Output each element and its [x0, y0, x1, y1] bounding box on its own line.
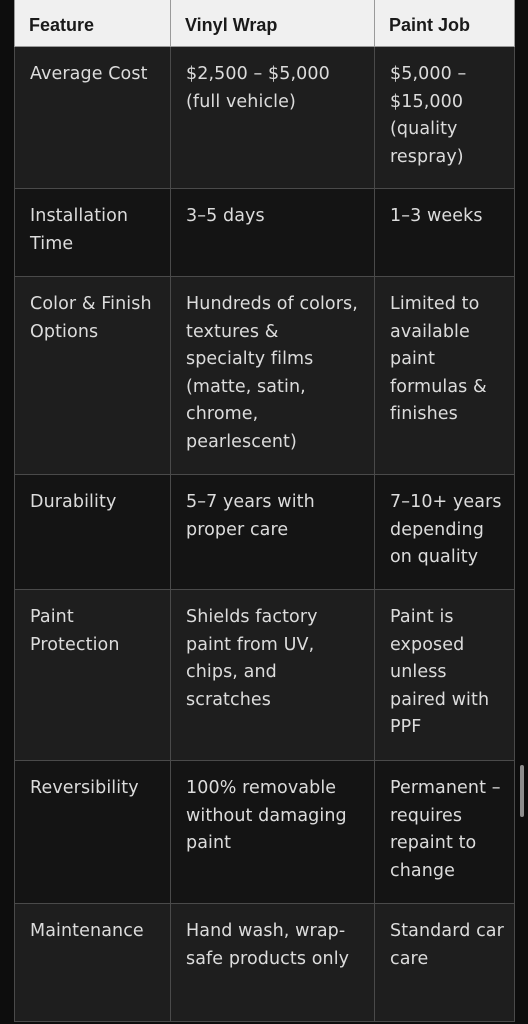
- table-row: [15, 189, 515, 277]
- vinyl-wrap-cell: $2,500 – $5,000 (full vehicle): [171, 47, 375, 189]
- table-row: [15, 277, 515, 475]
- comparison-table: [14, 0, 515, 1022]
- vinyl-wrap-cell: 5–7 years with proper care: [171, 475, 375, 590]
- table-body: [15, 47, 515, 1022]
- table-header: [15, 0, 515, 47]
- vinyl-wrap-cell: 3–5 days: [171, 189, 375, 277]
- paint-job-cell: Standard car care: [375, 904, 515, 1022]
- table-row: [15, 475, 515, 590]
- vinyl-wrap-cell: Shields factory paint from UV, chips, and scratches: [171, 590, 375, 761]
- header-vinyl-wrap: Vinyl Wrap: [171, 0, 375, 47]
- vinyl-wrap-cell: Hundreds of colors, textures & specialty films (matte, satin, chrome, pearlescent): [171, 277, 375, 475]
- header-paint-job: Paint Job: [375, 0, 515, 47]
- header-feature: Feature: [15, 0, 171, 47]
- feature-cell: Average Cost: [15, 47, 171, 189]
- table-row: [15, 47, 515, 189]
- paint-job-cell: 1–3 weeks: [375, 189, 515, 277]
- vinyl-wrap-cell: 100% removable without damaging paint: [171, 761, 375, 904]
- paint-job-cell: Limited to available paint formulas & finishes: [375, 277, 515, 475]
- scrollbar-thumb[interactable]: [520, 765, 524, 817]
- feature-cell: Color & Finish Options: [15, 277, 171, 475]
- table-row: [15, 590, 515, 761]
- paint-job-cell: Paint is exposed unless paired with PPF: [375, 590, 515, 761]
- vinyl-wrap-cell: Hand wash, wrap-safe products only: [171, 904, 375, 1022]
- table-row: [15, 904, 515, 1022]
- header-row: [15, 0, 515, 47]
- feature-cell: Reversibility: [15, 761, 171, 904]
- feature-cell: Maintenance: [15, 904, 171, 1022]
- paint-job-cell: 7–10+ years depending on quality: [375, 475, 515, 590]
- paint-job-cell: Permanent – requires repaint to change: [375, 761, 515, 904]
- table-row: [15, 761, 515, 904]
- feature-cell: Installation Time: [15, 189, 171, 277]
- paint-job-cell: $5,000 – $15,000 (quality respray): [375, 47, 515, 189]
- feature-cell: Durability: [15, 475, 171, 590]
- feature-cell: Paint Protection: [15, 590, 171, 761]
